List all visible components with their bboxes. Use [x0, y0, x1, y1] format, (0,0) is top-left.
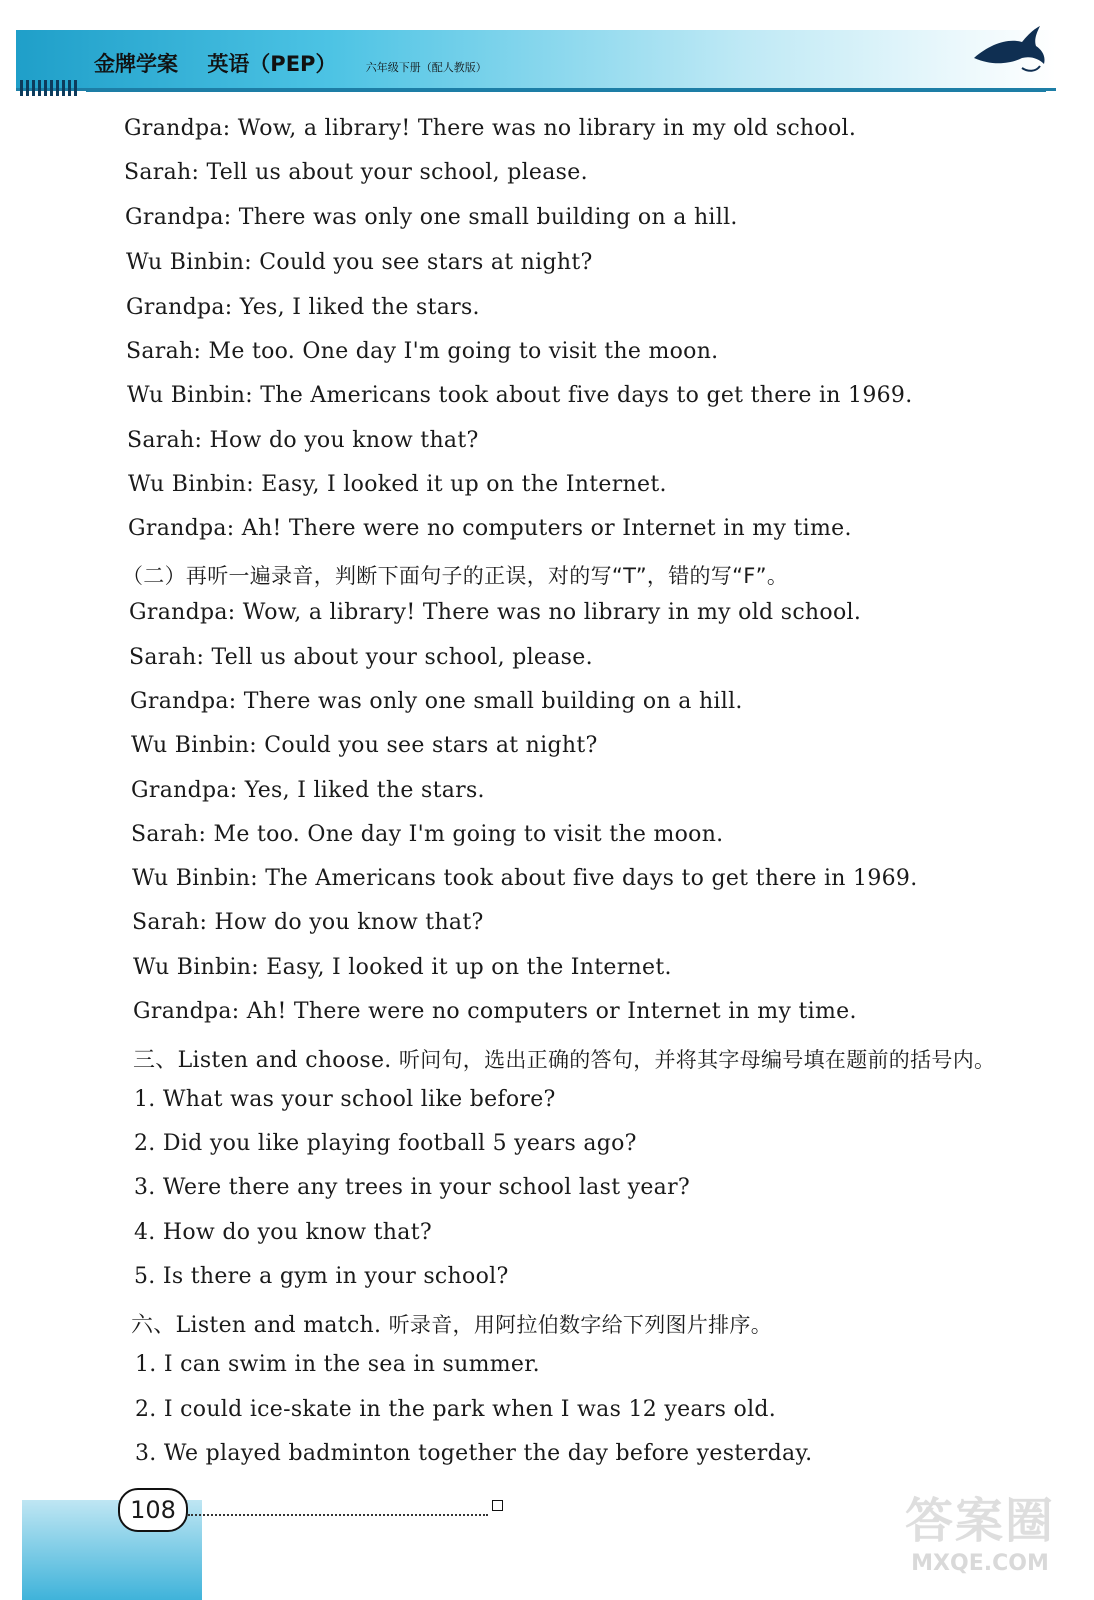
dialogue-line: Grandpa: There was only one small building on a hill.	[125, 205, 738, 230]
dialogue-text: Ah! There were no computers or Internet in my time.	[241, 516, 852, 541]
dialogue-text: Wow, a library! There was no library in my old school.	[242, 600, 862, 625]
speaker-name: Grandpa	[130, 689, 229, 714]
dialogue-line: Sarah: How do you know that?	[127, 428, 479, 453]
dialogue-line: Sarah: Tell us about your school, please.	[129, 645, 593, 670]
footer-dotted-rule	[188, 1490, 488, 1516]
section-heading: （二）再听一遍录音，判断下面句子的正误，对的写“T”，错的写“F”。	[122, 564, 789, 588]
speaker-name: Grandpa	[125, 205, 224, 230]
dialogue-text: The Americans took about five days to get there in 1969.	[260, 383, 913, 408]
dialogue-line: Sarah: Me too. One day I'm going to visit the moon.	[131, 822, 724, 847]
dialogue-text: Me too. One day I'm going to visit the moon.	[208, 339, 719, 364]
dialogue-line: Wu Binbin: The Americans took about five days to get there in 1969.	[132, 866, 918, 891]
subject-label: 英语（PEP）	[207, 52, 337, 76]
dialogue-text: Tell us about your school, please.	[206, 160, 588, 185]
section-heading	[131, 1308, 772, 1339]
dialogue-line: Wu Binbin: Easy, I looked it up on the Internet.	[128, 472, 667, 497]
speaker-name: Grandpa	[126, 295, 225, 320]
speaker-name: Grandpa	[131, 778, 230, 803]
dialogue-line: Wu Binbin: The Americans took about five days to get there in 1969.	[127, 383, 913, 408]
section-heading-en: 三、Listen and choose.	[133, 1048, 392, 1073]
question-item: 2. Did you like playing football 5 years ago?	[134, 1131, 637, 1156]
question-item: 4. How do you know that?	[134, 1220, 432, 1245]
dialogue-line: Grandpa: There was only one small building on a hill.	[130, 689, 743, 714]
speaker-name: Grandpa	[129, 600, 228, 625]
dialogue-text: Could you see stars at night?	[264, 733, 598, 758]
dialogue-text: Me too. One day I'm going to visit the moon.	[213, 822, 724, 847]
dialogue-text: Easy, I looked it up on the Internet.	[266, 955, 672, 980]
dialogue-text: Easy, I looked it up on the Internet.	[261, 472, 667, 497]
dialogue-line: Sarah: Tell us about your school, please.	[124, 160, 588, 185]
footer-square-icon	[492, 1500, 503, 1511]
dialogue-text: There was only one small building on a hill.	[238, 205, 738, 230]
watermark-domain: MXQE.COM	[911, 1551, 1049, 1576]
dialogue-text: Tell us about your school, please.	[211, 645, 593, 670]
page-number: 108	[118, 1488, 188, 1532]
dialogue-line: Sarah: How do you know that?	[132, 910, 484, 935]
book-title: 金牌学案	[94, 52, 178, 76]
dialogue-text: Ah! There were no computers or Internet in my time.	[246, 999, 857, 1024]
speaker-name: Sarah	[131, 822, 199, 847]
dialogue-line: Sarah: Me too. One day I'm going to visit the moon.	[126, 339, 719, 364]
speaker-name: Sarah	[129, 645, 197, 670]
speaker-name: Wu Binbin	[126, 250, 245, 275]
dialogue-text: The Americans took about five days to get there in 1969.	[265, 866, 918, 891]
section-heading	[133, 1043, 995, 1074]
question-item: 3. Were there any trees in your school last year?	[134, 1175, 690, 1200]
question-item: 1. What was your school like before?	[134, 1087, 556, 1112]
speaker-name: Wu Binbin	[131, 733, 250, 758]
dialogue-text: Could you see stars at night?	[259, 250, 593, 275]
question-item: 5. Is there a gym in your school?	[134, 1264, 509, 1289]
dialogue-text: Yes, I liked the stars.	[244, 778, 485, 803]
dialogue-line: Grandpa: Ah! There were no computers or Internet in my time.	[133, 999, 857, 1024]
speaker-name: Grandpa	[128, 516, 227, 541]
dialogue-line: Grandpa: Yes, I liked the stars.	[131, 778, 485, 803]
section-heading-cn: 听问句，选出正确的答句，并将其字母编号填在题前的括号内。	[398, 1048, 996, 1072]
dialogue-text: Wow, a library! There was no library in my old school.	[237, 116, 857, 141]
speaker-name: Sarah	[127, 428, 195, 453]
question-item: 3. We played badminton together the day before yesterday.	[135, 1441, 813, 1466]
speaker-name: Wu Binbin	[132, 866, 251, 891]
speaker-name: Grandpa	[133, 999, 232, 1024]
dialogue-text: Yes, I liked the stars.	[239, 295, 480, 320]
dialogue-line: Wu Binbin: Could you see stars at night?	[131, 733, 598, 758]
speaker-name: Wu Binbin	[128, 472, 247, 497]
dialogue-text: How do you know that?	[214, 910, 484, 935]
question-item: 1. I can swim in the sea in summer.	[135, 1352, 540, 1377]
speaker-name: Sarah	[124, 160, 192, 185]
grade-label: 六年级下册（配人教版）	[365, 61, 487, 74]
dialogue-text: There was only one small building on a hill.	[243, 689, 743, 714]
speaker-name: Wu Binbin	[133, 955, 252, 980]
dialogue-line: Wu Binbin: Could you see stars at night?	[126, 250, 593, 275]
dialogue-line: Grandpa: Ah! There were no computers or Internet in my time.	[128, 516, 852, 541]
speaker-name: Grandpa	[124, 116, 223, 141]
watermark-text: 答案圈	[904, 1493, 1055, 1549]
dialogue-line: Wu Binbin: Easy, I looked it up on the Internet.	[133, 955, 672, 980]
speaker-name: Sarah	[126, 339, 194, 364]
dialogue-line: Grandpa: Yes, I liked the stars.	[126, 295, 480, 320]
section-heading-en: 六、Listen and match.	[131, 1313, 382, 1338]
dialogue-text: How do you know that?	[209, 428, 479, 453]
section-heading-cn: 听录音，用阿拉伯数字给下列图片排序。	[388, 1313, 773, 1337]
question-item: 2. I could ice-skate in the park when I was 12 years old.	[135, 1397, 777, 1422]
watermark-logo	[890, 1482, 1070, 1592]
dialogue-line: Grandpa: Wow, a library! There was no library in my old school.	[124, 116, 857, 141]
speaker-name: Wu Binbin	[127, 383, 246, 408]
speaker-name: Sarah	[132, 910, 200, 935]
dialogue-line: Grandpa: Wow, a library! There was no library in my old school.	[129, 600, 862, 625]
